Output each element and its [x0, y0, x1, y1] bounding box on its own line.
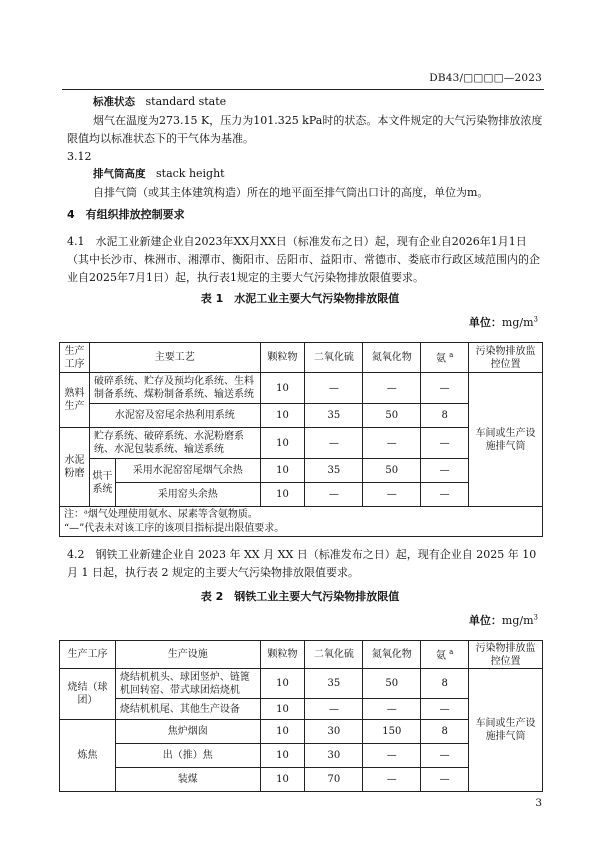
term-stack-cn: 排气筒高度	[93, 168, 146, 180]
term-standard-cn: 标准状态	[93, 96, 135, 108]
table1-notes	[60, 507, 543, 537]
table1-cell-nox: —	[363, 373, 421, 404]
table2-cell-nh3: 8	[421, 669, 469, 699]
table1-cell-so2: 35	[305, 459, 363, 483]
table1-cell-process: 采用窑头余热	[115, 483, 260, 507]
term-stack-title	[93, 166, 225, 181]
table2-cell-nox: 50	[363, 669, 421, 699]
table1-header-monitor: 污染物排放监控位置	[469, 343, 543, 373]
table1-cell-nox: —	[363, 483, 421, 507]
table2-cell-facility: 焦炉烟囱	[115, 720, 260, 744]
header-rule	[62, 89, 544, 90]
table2-header-row	[60, 641, 543, 669]
table2-header-particulate: 颗粒物	[260, 641, 305, 669]
table2-cell-nox: —	[363, 744, 421, 768]
table2-group-sintering: 烧结（球团）	[60, 669, 116, 720]
table2-cell-so2: —	[305, 699, 363, 720]
table2-cell-so2: 35	[305, 669, 363, 699]
table1-cell-process: 水泥窑及窑尾余热利用系统	[89, 404, 260, 428]
document-code: DB43/□□□□—2023	[429, 72, 542, 84]
table2-header-ammonia-text: 氨	[435, 650, 446, 662]
table1-unit-sup: 3	[533, 315, 538, 324]
table1-cell-so2: —	[305, 428, 363, 459]
table1-header-row	[60, 343, 543, 373]
table1-cell-pm: 10	[260, 483, 305, 507]
table-row	[60, 373, 543, 404]
table2-cell-facility: 出（推）焦	[115, 744, 260, 768]
table2-cell-facility: 装煤	[115, 768, 260, 792]
table1-header-process: 生产工序	[60, 343, 90, 373]
table1-group-grinding: 水泥粉磨	[60, 428, 90, 507]
table2-caption: 表 2 钢铁工业主要大气污染物排放限值	[200, 590, 400, 603]
table1-cell-nox: 50	[363, 459, 421, 483]
table1-note-2: “—”代表未对该工序的该项目指标提出限值要求。	[64, 522, 285, 534]
table2-cell-nox: —	[363, 699, 421, 720]
term-standard-en: standard state	[145, 95, 227, 108]
table2-cell-pm: 10	[260, 669, 305, 699]
table2-unit-value: mg/m	[501, 614, 534, 627]
table1-unit-value: mg/m	[501, 316, 534, 329]
table2-cell-pm: 10	[260, 699, 305, 720]
table1-header-main-process: 主要工艺	[89, 343, 260, 373]
table1-cell-nh3: 8	[421, 404, 469, 428]
table2-cell-pm: 10	[260, 720, 305, 744]
table2-monitor-cell: 车间或生产设施排气筒	[469, 669, 543, 792]
table2-cell-facility: 烧结机机头、球团竖炉、链篦机回转窑、带式球团焙烧机	[115, 669, 260, 699]
table2-cell-so2: 70	[305, 768, 363, 792]
table1-cell-so2: —	[305, 483, 363, 507]
table2	[59, 640, 543, 792]
table1	[59, 342, 543, 537]
table1-cell-pm: 10	[260, 404, 305, 428]
term-standard-definition: 烟气在温度为273.15 K，压力为101.325 kPa时的状态。本文件规定的大气污染物排放浓度限值均以标准状态下的干气体为基准。	[67, 114, 543, 145]
table2-cell-facility: 烧结机机尾、其他生产设备	[115, 699, 260, 720]
table2-cell-nh3: —	[421, 699, 469, 720]
table1-cell-pm: 10	[260, 428, 305, 459]
table1-header-nox: 氮氧化物	[363, 343, 421, 373]
section-4-title: 4 有组织排放控制要求	[67, 208, 185, 221]
table1-header-ammonia-text: 氨	[435, 353, 446, 365]
term-standard-title	[93, 94, 226, 109]
table2-unit	[469, 612, 538, 628]
table2-group-coking: 炼焦	[60, 720, 116, 792]
table1-group-clinker: 熟料生产	[60, 373, 90, 428]
table1-cell-process: 破碎系统、贮存及预均化系统、生料制备系统、煤粉制备系统、输送系统	[89, 373, 260, 404]
table1-header-ammonia	[421, 343, 469, 373]
table2-header-nox: 氮氧化物	[363, 641, 421, 669]
table2-header-monitor: 污染物排放监控位置	[469, 641, 543, 669]
term-stack-definition: 自排气筒（或其主体建筑构造）所在的地平面至排气筒出口计的高度，单位为m。	[93, 186, 489, 199]
table2-cell-nox: 150	[363, 720, 421, 744]
table1-note-1: 注：ᵃ烟气处理使用氨水、尿素等含氨物质。	[64, 508, 258, 520]
table1-unit	[469, 314, 538, 330]
table1-cell-pm: 10	[260, 459, 305, 483]
table1-cell-so2: 35	[305, 404, 363, 428]
table2-header-process: 生产工序	[60, 641, 116, 669]
table1-header-ammonia-sup: a	[449, 351, 454, 360]
table1-cell-nh3: —	[421, 459, 469, 483]
table1-caption: 表 1 水泥工业主要大气污染物排放限值	[200, 292, 400, 305]
table1-subgroup-drying: 烘干系统	[89, 459, 115, 507]
table1-cell-nh3: —	[421, 483, 469, 507]
page-number: 3	[535, 797, 542, 809]
table1-header-particulate: 颗粒物	[260, 343, 305, 373]
table2-cell-nh3: —	[421, 768, 469, 792]
table1-unit-label: 单位：	[468, 316, 502, 329]
table2-header-ammonia-sup: a	[449, 648, 454, 657]
table2-header-facility: 生产设施	[115, 641, 260, 669]
term-stack-number: 3.12	[67, 150, 92, 163]
table-row	[60, 669, 543, 699]
table1-cell-nh3: —	[421, 428, 469, 459]
table2-header-ammonia	[421, 641, 469, 669]
table2-unit-sup: 3	[533, 613, 538, 622]
table1-cell-process: 贮存系统、破碎系统、水泥粉磨系统、水泥包装系统、输送系统	[89, 428, 260, 459]
table2-cell-nh3: —	[421, 744, 469, 768]
table2-cell-so2: 30	[305, 720, 363, 744]
term-stack-en: stack height	[156, 167, 225, 180]
table1-cell-nh3: —	[421, 373, 469, 404]
table1-header-so2: 二氧化硫	[305, 343, 363, 373]
table1-cell-process: 采用水泥窑窑尾烟气余热	[115, 459, 260, 483]
table1-cell-so2: —	[305, 373, 363, 404]
table2-header-so2: 二氧化硫	[305, 641, 363, 669]
paragraph-4-1: 4.1 水泥工业新建企业自2023年XX月XX日（标准发布之日）起，现有企业自2026年1月1日（其中长沙市、株洲市、湘潭市、衡阳市、岳阳市、益阳市、常德市、娄底市行政区域范围内的企业自2025年7月1日）起，执行表1规定的主要大气污染物排放限值要求。	[67, 235, 540, 284]
paragraph-4-2: 4.2 钢铁工业新建企业自 2023 年 XX 月 XX 日（标准发布之日）起，现有企业自 2025 年 10 月 1 日起，执行表 2 规定的主要大气污染物排放限值要求。	[67, 548, 537, 579]
table1-cell-pm: 10	[260, 373, 305, 404]
table1-cell-nox: 50	[363, 404, 421, 428]
table1-note-row	[60, 507, 543, 537]
table1-cell-nox: —	[363, 428, 421, 459]
table2-cell-so2: 30	[305, 744, 363, 768]
table2-cell-nh3: 8	[421, 720, 469, 744]
table2-unit-label: 单位：	[468, 614, 502, 627]
table2-cell-nox: —	[363, 768, 421, 792]
table1-monitor-cell: 车间或生产设施排气筒	[469, 373, 543, 507]
table2-cell-pm: 10	[260, 744, 305, 768]
table2-cell-pm: 10	[260, 768, 305, 792]
